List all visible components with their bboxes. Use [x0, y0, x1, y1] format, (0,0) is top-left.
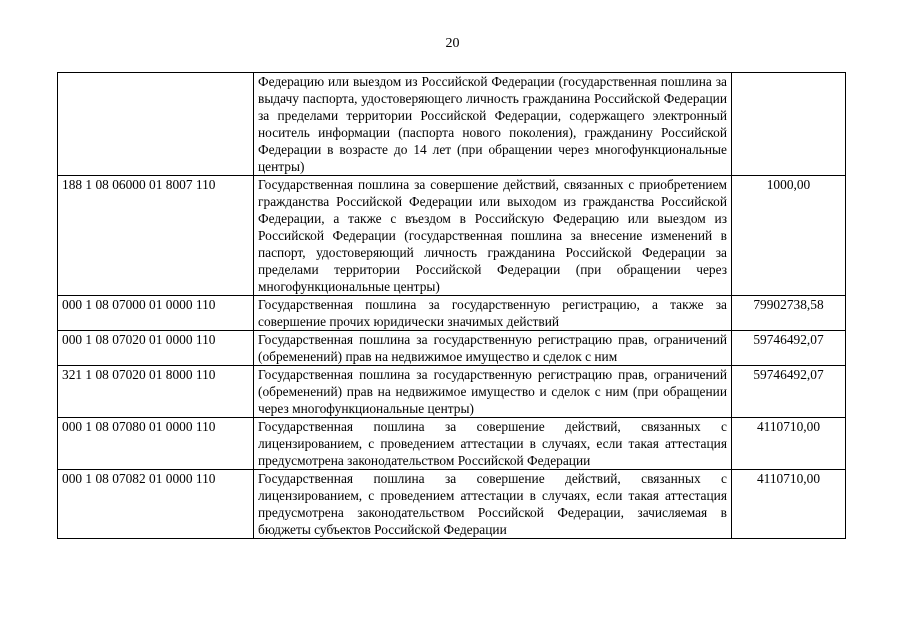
revenue-name: Федерацию или выездом из Российской Федерации (государственная пошлина за выдачу паспорта, удостоверяющего личность гражданина Российской Федерации за пределами территории Российской Федерации, содержащего электронный носитель информации (паспорта нового поколения), гражданину Российской Федерации в возрасте до 14 лет (при обращении через многофункциональные центры) — [254, 73, 732, 176]
revenue-name: Государственная пошлина за совершение действий, связанных с лицензированием, с проведением аттестации в случаях, если такая аттестация предусмотрена законодательством Российской Федерации, зачисляемая в бюджеты субъектов Российской Федерации — [254, 470, 732, 539]
revenue-name: Государственная пошлина за совершение действий, связанных с приобретением гражданства Российской Федерации или выходом из гражданства Российской Федерации, а также с въездом в Российскую Федерацию или выездом из Российской Федерации (государственная пошлина за внесение изменений в паспорт, удостоверяющий личность гражданина Российской Федерации за пределами территории Российской Федерации (при обращении через многофункциональные центры) — [254, 176, 732, 296]
budget-revenue-table — [57, 72, 846, 539]
revenue-amount: 59746492,07 — [732, 331, 846, 366]
revenue-amount: 4110710,00 — [732, 470, 846, 539]
table-row — [58, 296, 846, 331]
table-row — [58, 418, 846, 470]
table-row — [58, 73, 846, 176]
revenue-amount: 4110710,00 — [732, 418, 846, 470]
classification-code: 321 1 08 07020 01 8000 110 — [58, 366, 254, 418]
revenue-amount — [732, 73, 846, 176]
table-row — [58, 366, 846, 418]
classification-code: 000 1 08 07020 01 0000 110 — [58, 331, 254, 366]
table-row — [58, 470, 846, 539]
revenue-name: Государственная пошлина за государственную регистрацию прав, ограничений (обременений) прав на недвижимое имущество и сделок с ним — [254, 331, 732, 366]
revenue-name: Государственная пошлина за государственную регистрацию, а также за совершение прочих юридически значимых действий — [254, 296, 732, 331]
table-row — [58, 331, 846, 366]
revenue-name: Государственная пошлина за государственную регистрацию прав, ограничений (обременений) прав на недвижимое имущество и сделок с ним (при обращении через многофункциональные центры) — [254, 366, 732, 418]
classification-code — [58, 73, 254, 176]
classification-code: 188 1 08 06000 01 8007 110 — [58, 176, 254, 296]
page-number: 20 — [445, 36, 460, 51]
revenue-amount: 59746492,07 — [732, 366, 846, 418]
revenue-amount: 79902738,58 — [732, 296, 846, 331]
table-row — [58, 176, 846, 296]
classification-code: 000 1 08 07080 01 0000 110 — [58, 418, 254, 470]
revenue-amount: 1000,00 — [732, 176, 846, 296]
revenue-name: Государственная пошлина за совершение действий, связанных с лицензированием, с проведением аттестации в случаях, если такая аттестация предусмотрена законодательством Российской Федерации — [254, 418, 732, 470]
classification-code: 000 1 08 07082 01 0000 110 — [58, 470, 254, 539]
classification-code: 000 1 08 07000 01 0000 110 — [58, 296, 254, 331]
